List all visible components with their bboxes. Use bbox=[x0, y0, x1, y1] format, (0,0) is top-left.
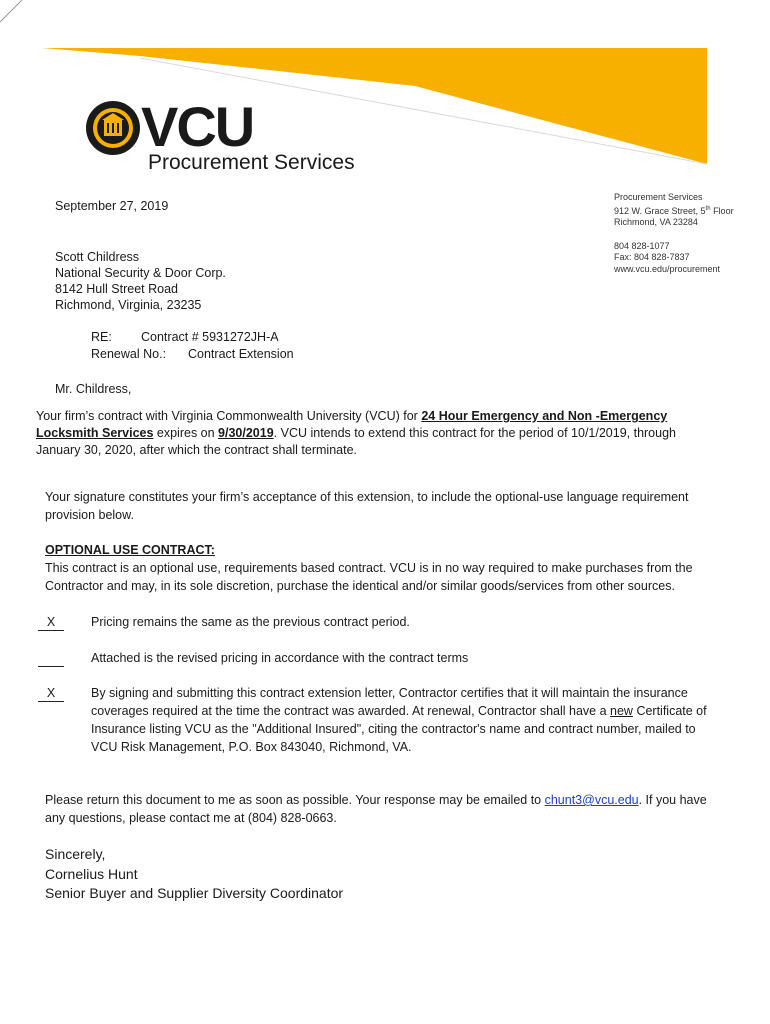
brand-logo-text: VCU bbox=[141, 95, 254, 158]
checklist-text-1: Pricing remains the same as the previous contract period. bbox=[91, 615, 410, 629]
re-value: Contract # 5931272JH-A bbox=[141, 330, 279, 344]
return-address bbox=[614, 192, 734, 275]
checklist-mark-2[interactable] bbox=[38, 650, 64, 667]
recipient-address bbox=[55, 249, 226, 313]
letter-date: September 27, 2019 bbox=[55, 199, 169, 213]
return-address-phone: 804 828-1077 bbox=[614, 240, 670, 251]
renewal-label: Renewal No.: bbox=[91, 347, 167, 361]
checklist-mark-1[interactable]: X bbox=[38, 614, 64, 631]
email-link[interactable]: chunt3@vcu.edu bbox=[544, 793, 639, 807]
salutation: Mr. Childress, bbox=[55, 382, 132, 396]
checklist-text-3: By signing and submitting this contract extension letter, Contractor certifies that it will maintain the insurance coverages required at the time the contract was awarded. At renewal, Contractor shall have a new Certificate of Insurance listing VCU as the "Additional Insured", citing the contractor's name and contract number, mailed to VCU Risk Management, P.O. Box 843040, Richmond, VA. bbox=[91, 686, 707, 754]
return-address-street: 912 W. Grace Street, 5th Floor bbox=[614, 205, 734, 216]
vcu-seal-icon bbox=[86, 101, 140, 155]
expiry-date: 9/30/2019 bbox=[218, 426, 274, 440]
recipient-name: Scott Childress bbox=[55, 250, 140, 264]
signature-title: Senior Buyer and Supplier Diversity Coordinator bbox=[45, 885, 344, 901]
return-address-name: Procurement Services bbox=[614, 192, 703, 202]
checklist-text-2: Attached is the revised pricing in accordance with the contract terms bbox=[91, 651, 469, 665]
signature-closing: Sincerely, bbox=[45, 846, 106, 862]
recipient-city: Richmond, Virginia, 23235 bbox=[55, 298, 202, 312]
paragraph-contract: Your firm’s contract with Virginia Commonwealth University (VCU) for 24 Hour Emergency and Non -Emergency Locksmith Services expires on 9/30/2019. VCU intends to extend this contract for the period of 10/1/2019, through January 30, 2020, after which the contract shall terminate. bbox=[36, 409, 676, 457]
paragraph-return: Please return this document to me as soon as possible. Your response may be emailed to chunt3@vcu.edu. If you have any questions, please contact me at (804) 828-0663. bbox=[45, 793, 707, 825]
optional-use-text: This contract is an optional use, requirements based contract. VCU is in no way required to make purchases from the Contractor and may, in its sole discretion, purchase the identical and/or similar goods/services from other sources. bbox=[45, 561, 693, 593]
return-address-fax: Fax: 804 828-7837 bbox=[614, 252, 690, 262]
signature-block bbox=[45, 845, 343, 904]
optional-use-heading: OPTIONAL USE CONTRACT: bbox=[45, 543, 215, 557]
renewal-value: Contract Extension bbox=[188, 347, 294, 361]
department-name: Procurement Services bbox=[148, 151, 355, 174]
return-address-city: Richmond, VA 23284 bbox=[614, 217, 698, 227]
signature-name: Cornelius Hunt bbox=[45, 865, 138, 882]
recipient-street: 8142 Hull Street Road bbox=[55, 282, 178, 296]
letterhead-banner bbox=[0, 0, 770, 200]
checklist-mark-3[interactable]: X bbox=[38, 685, 64, 702]
service-title: 24 Hour Emergency and Non -Emergency Locksmith Services bbox=[36, 409, 668, 440]
return-address-web[interactable]: www.vcu.edu/procurement bbox=[614, 263, 721, 274]
paragraph-signature: Your signature constitutes your firm’s acceptance of this extension, to include the optional-use language requirement provision below. bbox=[45, 490, 689, 522]
re-label: RE: bbox=[91, 330, 112, 344]
recipient-company: National Security & Door Corp. bbox=[55, 266, 226, 280]
